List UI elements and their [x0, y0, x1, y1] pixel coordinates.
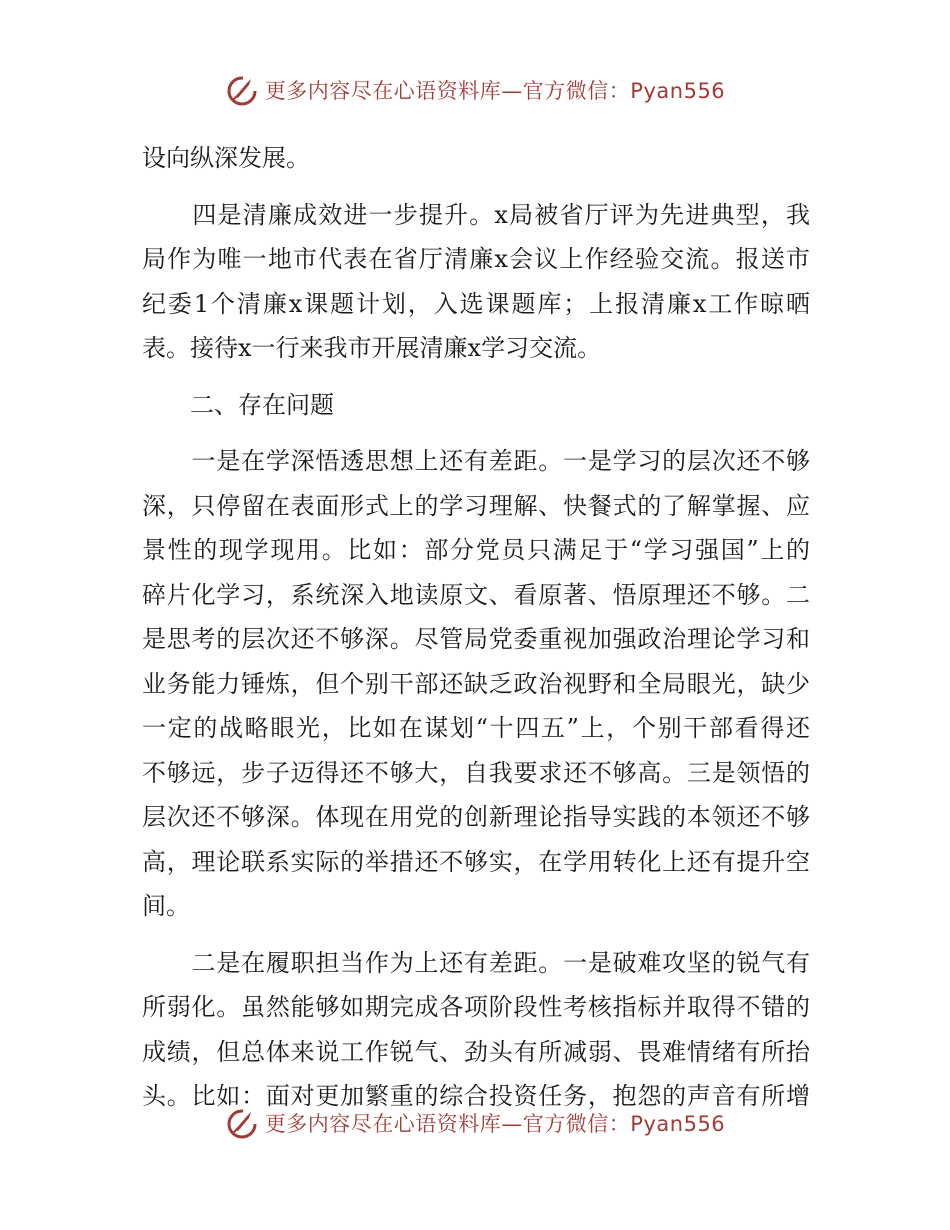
footer-watermark-text: 更多内容尽在心语资料库—官方微信：Pyan556 [264, 1112, 726, 1136]
text-line: 设向纵深发展。 [142, 144, 310, 172]
paragraph-problem-one [142, 439, 810, 929]
text-line: 间。 [142, 892, 190, 920]
text-line: 头。比如：面对更加繁重的综合投资任务，抱怨的声音有所增 [142, 1082, 810, 1110]
text-line: 一定的战略眼光，比如在谋划“十四五”上，个别干部看得还 [142, 714, 810, 742]
quill-logo-icon [225, 73, 259, 107]
section-heading-problems [142, 383, 810, 428]
text-line: 所弱化。虽然能够如期完成各项阶段性考核指标并取得不错的 [142, 993, 810, 1021]
document-body [142, 136, 810, 1119]
paragraph-problem-two [142, 941, 810, 1119]
footer-watermark [0, 1103, 950, 1143]
paragraph-intro-continuation [142, 136, 810, 181]
quill-logo-icon [225, 1106, 259, 1140]
text-line: 高，理论联系实际的举措还不够实，在学用转化上还有提升空 [142, 847, 810, 876]
text-line: 一是在学深悟透思想上还有差距。一是学习的层次还不够 [142, 447, 810, 475]
header-watermark-text: 更多内容尽在心语资料库—官方微信：Pyan556 [264, 79, 726, 103]
text-line: 层次还不够深。体现在用党的创新理论指导实践的本领还不够 [142, 803, 810, 831]
text-line: 表。接待x一行来我市开展清廉x学习交流。 [142, 334, 602, 362]
text-line: 局作为唯一地市代表在省厅清廉x会议上作经验交流。报送市 [142, 245, 810, 273]
section-heading: 二、存在问题 [142, 390, 334, 419]
text-line: 四是清廉成效进一步提升。x局被省厅评为先进典型，我 [142, 200, 810, 229]
header-watermark [0, 70, 950, 110]
text-line: 碎片化学习，系统深入地读原文、看原著、悟原理还不够。二 [142, 580, 810, 609]
text-line: 景性的现学现用。比如：部分党员只满足于“学习强国”上的 [142, 536, 810, 564]
text-line: 深，只停留在表面形式上的学习理解、快餐式的了解掌握、应 [142, 491, 810, 520]
text-line: 不够远，步子迈得还不够大，自我要求还不够高。三是领悟的 [142, 758, 810, 787]
text-line: 是思考的层次还不够深。尽管局党委重视加强政治理论学习和 [142, 625, 810, 653]
text-line: 成绩，但总体来说工作锐气、劲头有所减弱、畏难情绪有所抬 [142, 1037, 810, 1066]
text-line: 纪委1个清廉x课题计划，入选课题库；上报清廉x工作晾晒 [142, 289, 810, 318]
paragraph-point-four [142, 193, 810, 371]
text-line: 二是在履职担当作为上还有差距。一是破难攻坚的锐气有 [142, 948, 810, 977]
text-line: 业务能力锤炼，但个别干部还缺乏政治视野和全局眼光，缺少 [142, 669, 810, 698]
